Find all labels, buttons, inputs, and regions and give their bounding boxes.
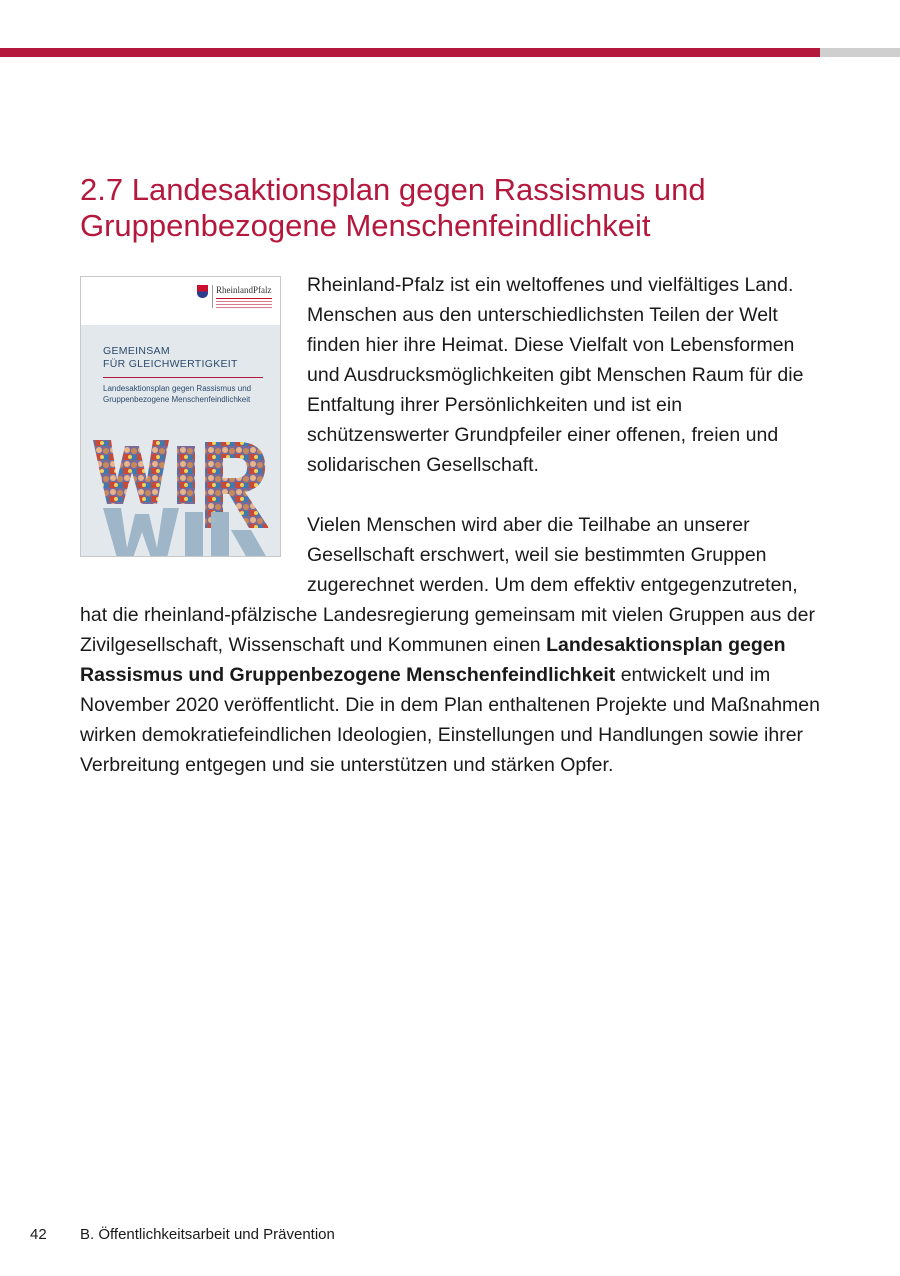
page-number: 42 xyxy=(30,1226,47,1243)
cover-subtitle: Landesaktionsplan gegen Rassismus und Gruppenbezogene Menschenfeindlichkeit xyxy=(103,384,252,404)
cover-divider xyxy=(103,377,263,378)
footer-section-title: B. Öffentlichkeitsarbeit und Prävention xyxy=(80,1226,335,1243)
paragraph-1: Rheinland-Pfalz ist ein weltoffenes und vielfältiges Land. Menschen aus den unterschiedlichsten Teilen der Welt finden hier ihre Heimat. Diese Vielfalt von Lebensformen und Ausdrucksmöglichkeiten gibt Menschen Raum für die Entfaltung ihrer Persönlichkeiten und ist ein schützenswerter Grundpfeiler einer offenen, freien und solidarischen Gesellschaft. xyxy=(307,274,804,476)
cover-title: GEMEINSAM FÜR GLEICHWERTIGKEIT xyxy=(103,345,238,370)
plan-title-bold: Landesaktionsplan gegen Rassismus und Gruppenbezogene Menschenfeindlichkeit xyxy=(80,634,786,686)
top-accent-bar-grey xyxy=(820,48,900,57)
rlp-logo xyxy=(197,285,272,308)
logo-wordmark: RheinlandPfalz xyxy=(212,285,272,308)
heading-line-2: Gruppenbezogene Menschenfeindlichkeit xyxy=(80,208,651,243)
heading-line-1: 2.7 Landesaktionsplan gegen Rassismus und xyxy=(80,172,706,207)
brochure-cover-image xyxy=(80,276,281,557)
wir-illustration xyxy=(81,432,281,557)
coat-of-arms-icon xyxy=(197,285,208,298)
paragraph-2: Vielen Menschen wird aber die Teilhabe an unserer Gesellschaft erschwert, weil sie bestimmten Gruppen zugerechnet werden. Um dem effektiv entgegenzutreten, hat die rheinland-pfälzische Landesregierung gemeinsam mit vielen Gruppen aus der Zivilgesellschaft, Wissenschaft und Kommunen einen Landesaktionsplan gegen Rassismus und Gruppenbezogene Menschenfeindlichkeit entwickelt und im November 2020 veröffentlicht. Die in dem Plan enthaltenen Projekte und Maßnahmen wirken demokratiefeindlichen Ideologien, Einstellungen und Handlungen sowie ihrer Verbreitung entgegen und sie unterstützen und stärken Opfer. xyxy=(80,514,820,776)
section-heading xyxy=(80,172,840,244)
top-accent-bar xyxy=(0,48,820,57)
body-content xyxy=(80,270,822,780)
